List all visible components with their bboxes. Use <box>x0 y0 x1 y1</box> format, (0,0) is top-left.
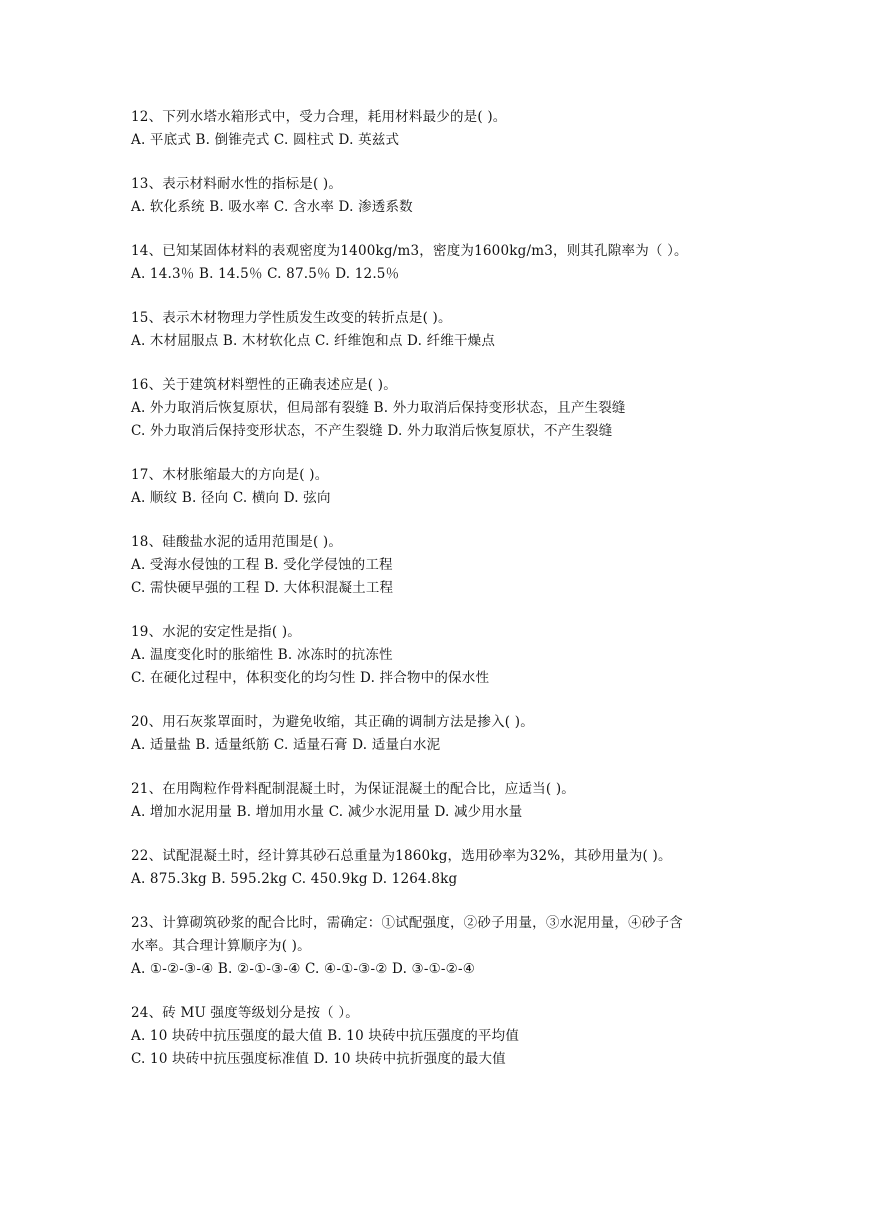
question-block <box>131 374 751 443</box>
question-options: C. 外力取消后保持变形状态，不产生裂缝 D. 外力取消后恢复原状，不产生裂缝 <box>131 423 613 439</box>
question-title: 19、水泥的安定性是指( )。 <box>131 624 302 640</box>
question-block <box>131 531 751 600</box>
question-options: C. 需快硬早强的工程 D. 大体积混凝土工程 <box>131 580 394 596</box>
question-options: C. 在硬化过程中，体积变化的均匀性 D. 拌合物中的保水性 <box>131 670 490 686</box>
question-block <box>131 307 751 353</box>
question-options: A. 875.3kg B. 595.2kg C. 450.9kg D. 1264.8kg <box>131 871 458 887</box>
question-options: A. 10 块砖中抗压强度的最大值 B. 10 块砖中抗压强度的平均值 <box>131 1028 520 1044</box>
question-title: 22、试配混凝土时，经计算其砂石总重量为1860kg，选用砂率为32%，其砂用量为( )。 <box>131 848 672 864</box>
question-options: A. 外力取消后恢复原状，但局部有裂缝 B. 外力取消后保持变形状态，且产生裂缝 <box>131 400 626 416</box>
question-block <box>131 711 751 757</box>
question-options: A. 14.3％ B. 14.5％ C. 87.5％ D. 12.5％ <box>131 266 400 282</box>
question-block <box>131 464 751 510</box>
question-block <box>131 240 751 286</box>
question-title: 20、用石灰浆罩面时，为避免收缩，其正确的调制方法是掺入( )。 <box>131 714 534 730</box>
question-title: 13、表示材料耐水性的指标是( )。 <box>131 176 343 192</box>
question-title: 12、下列水塔水箱形式中，受力合理，耗用材料最少的是( )。 <box>131 109 507 125</box>
question-block <box>131 106 751 152</box>
question-list <box>131 106 751 1092</box>
question-block <box>131 912 751 981</box>
question-options: A. 温度变化时的胀缩性 B. 冰冻时的抗冻性 <box>131 647 393 663</box>
question-block <box>131 845 751 891</box>
question-block <box>131 778 751 824</box>
question-options: A. 木材屈服点 B. 木材软化点 C. 纤维饱和点 D. 纤维干燥点 <box>131 333 496 349</box>
question-title: 24、砖 MU 强度等级划分是按（ ）。 <box>131 1005 360 1021</box>
question-title: 23、计算砌筑砂浆的配合比时，需确定：①试配强度，②砂子用量，③水泥用量，④砂子含 <box>131 915 683 931</box>
question-options: A. 适量盐 B. 适量纸筋 C. 适量石膏 D. 适量白水泥 <box>131 737 441 753</box>
question-title: 17、木材胀缩最大的方向是( )。 <box>131 467 329 483</box>
question-block <box>131 173 751 219</box>
question-block <box>131 621 751 690</box>
question-options: A. 顺纹 B. 径向 C. 横向 D. 弦向 <box>131 490 331 506</box>
question-title: 16、关于建筑材料塑性的正确表述应是( )。 <box>131 377 397 393</box>
question-options: A. 增加水泥用量 B. 增加用水量 C. 减少水泥用量 D. 减少用水量 <box>131 804 523 820</box>
question-block <box>131 1002 751 1071</box>
question-options: A. 软化系统 B. 吸水率 C. 含水率 D. 渗透系数 <box>131 199 413 215</box>
question-options: A. ①-②-③-④ B. ②-①-③-④ C. ④-①-③-② D. ③-①-②-④ <box>131 961 476 977</box>
question-options: C. 10 块砖中抗压强度标准值 D. 10 块砖中抗折强度的最大值 <box>131 1051 506 1067</box>
question-options: A. 受海水侵蚀的工程 B. 受化学侵蚀的工程 <box>131 557 393 573</box>
question-options: 水率。其合理计算顺序为( )。 <box>131 938 311 954</box>
question-title: 15、表示木材物理力学性质发生改变的转折点是( )。 <box>131 310 452 326</box>
question-title: 14、已知某固体材料的表观密度为1400kg/m3，密度为1600kg/m3，则其孔隙率为（ ）。 <box>131 243 688 259</box>
question-title: 18、硅酸盐水泥的适用范围是( )。 <box>131 534 343 550</box>
question-title: 21、在用陶粒作骨料配制混凝土时，为保证混凝土的配合比，应适当( )。 <box>131 781 576 797</box>
question-options: A. 平底式 B. 倒锥壳式 C. 圆柱式 D. 英兹式 <box>131 132 400 148</box>
